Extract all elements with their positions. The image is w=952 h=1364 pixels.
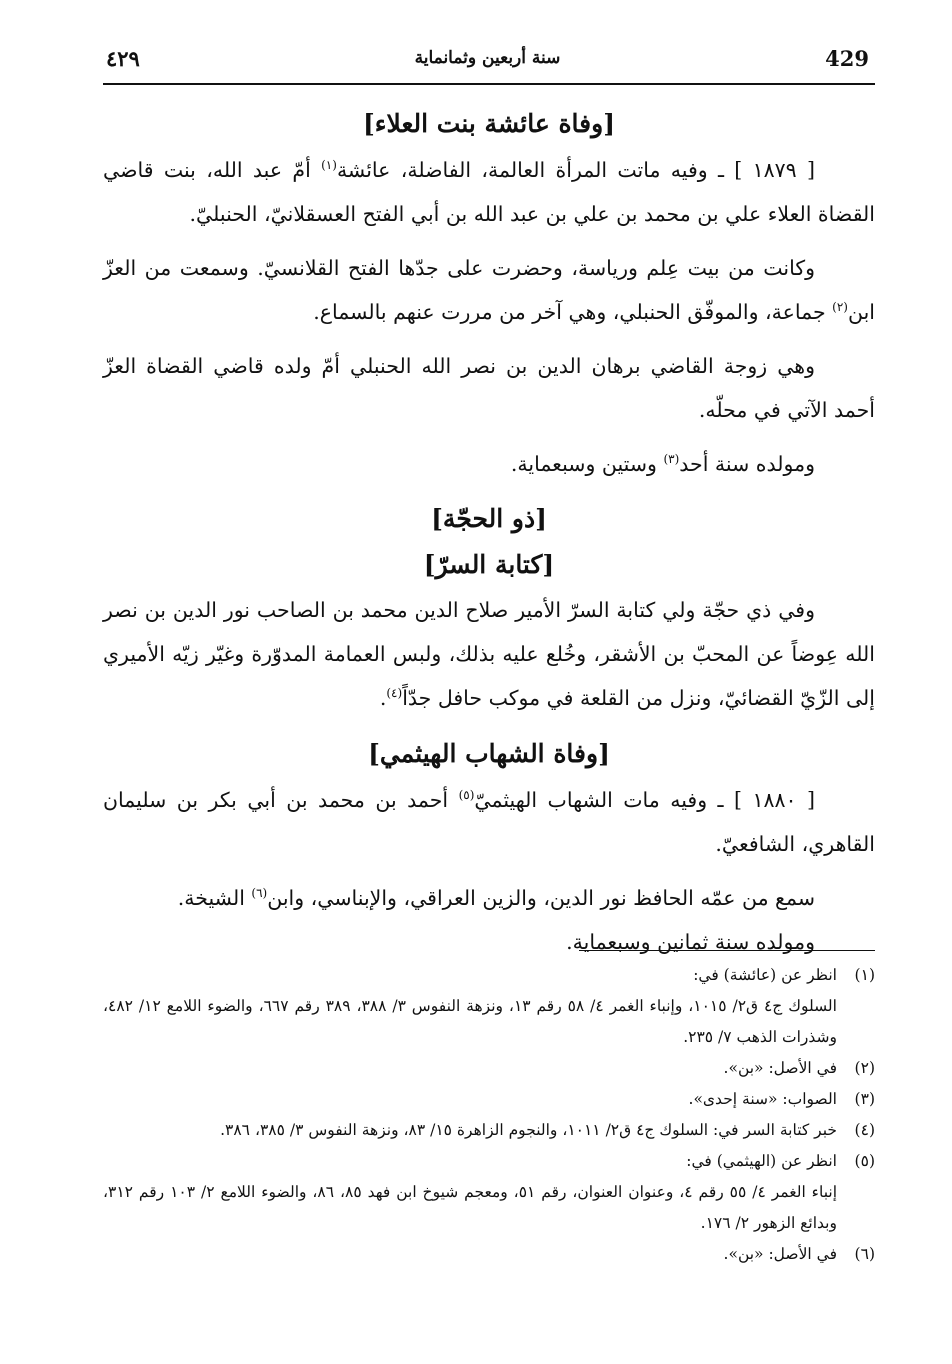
footnote-text [103, 1115, 837, 1146]
aisha-p4-text-b: وستين وسبعماية. [510, 452, 664, 476]
footnote-number: (٦) [854, 1245, 875, 1263]
footnote-5 [103, 1146, 875, 1239]
footnote-6-line-1: في الأصل: «بن». [723, 1245, 837, 1263]
entry-1879-paragraph [103, 148, 875, 236]
kitaba-text-a: وفي ذي حجّة ولي كتابة السرّ الأمير صلاح الدين محمد بن الصاحب نور الدين بن نصر الله عِوضاً عن المحبّ بن الأشقر، وخُلع عليه بذلك، ولبس العمامة المدوّرة وغيّر زيّه الأميري إلى الزّيّ القضائيّ، ونزل من القلعة في موكب حافل جدّاً [103, 598, 875, 710]
entry-1879-text-b: أمّ عبد الله، بنت قاضي القضاة العلاء علي بن محمد بن علي بن عبد الله بن أبي الفتح العسقلانيّ، الحنبليّ. [103, 158, 875, 226]
footnote-ref-2: (٢) [832, 300, 848, 315]
footnote-number: (١) [854, 966, 875, 984]
main-text [103, 100, 875, 974]
section-heading-kitabat-al-sirr: [كتابة السرّ] [423, 550, 555, 579]
section-heading-dhu-al-hijja: [ذو الحجّة] [431, 504, 547, 533]
footnote-ref-3: (٣) [663, 452, 680, 467]
footnote-number: (٢) [854, 1059, 875, 1077]
haythami-p2-text-a: سمع من عمّه الحافظ نور الدين، والزين العراقي، والإبناسي، وابن [267, 886, 815, 910]
footnote-number: (٣) [854, 1090, 875, 1108]
page-number-arabic: ٤٢٩ [106, 46, 140, 71]
section-heading-aisha: [وفاة عائشة بنت العلاء] [362, 109, 616, 138]
header-rule [103, 83, 875, 85]
entry-1880-text-a: [ ١٨٨٠ ] ـ وفيه مات الشهاب الهيثميّ [474, 788, 816, 812]
footnote-text [103, 1084, 837, 1115]
footnote-5-line-1: انظر عن (الهيثمي) في: [686, 1152, 837, 1170]
footnote-text [103, 1053, 837, 1084]
footnote-number: (٤) [854, 1121, 875, 1139]
haythami-paragraph-2 [103, 876, 875, 920]
footnote-4 [103, 1115, 875, 1146]
footnote-number: (٥) [854, 1152, 875, 1170]
footnote-text [103, 1146, 837, 1239]
footnote-4-line-1: خبر كتابة السر في: السلوك ج٤ ق٢/ ١٠١١، والنجوم الزاهرة ١٥/ ٨٣، ونزهة النفوس ٣/ ٣٨٥، ٣٨٦. [220, 1121, 837, 1139]
aisha-paragraph-3: وهي زوجة القاضي برهان الدين بن نصر الله الحنبلي أمّ ولده قاضي القضاة العزّ أحمد الآتي في محلّه. [103, 354, 875, 422]
kitaba-text-b: . [379, 686, 387, 710]
footnote-2 [103, 1053, 875, 1084]
footnote-1 [103, 960, 875, 1053]
footnote-ref-1: (١) [321, 158, 337, 173]
aisha-paragraph-4 [103, 442, 875, 486]
footnote-1-line-2: السلوك ج٤ ق٢/ ١٠١٥، وإنباء الغمر ٤/ ٥٨ رقم ١٣، ونزهة النفوس ٣/ ٣٨٨، ٣٨٩ رقم ٦٦٧، والضوء اللامع ١٢/ ٤٨٢، وشذرات الذهب ٧/ ٢٣٥. [103, 997, 837, 1046]
footnote-6 [103, 1239, 875, 1270]
footnote-rule [579, 950, 875, 951]
footnote-1-line-1: انظر عن (عائشة) في: [693, 966, 837, 984]
entry-1880-text-b: أحمد بن محمد بن أبي بكر بن سليمان القاهري، الشافعيّ. [103, 788, 875, 856]
haythami-p2-text-b: الشيخة. [177, 886, 252, 910]
entry-1879-text-a: [ ١٨٧٩ ] ـ وفيه ماتت المرأة العالمة، الفاضلة، عائشة [336, 158, 816, 182]
page-number-latin: 429 [825, 46, 869, 71]
footnote-5-line-2: إنباء الغمر ٤/ ٥٥ رقم ٤، وعنوان العنوان، رقم ٥١، ومعجم شيوخ ابن فهد ٨٥، ٨٦، والضوء اللامع ٢/ ١٠٣ رقم ٣١٢، وبدائع الزهور ٢/ ١٧٦. [103, 1183, 837, 1232]
footnote-text [103, 1239, 837, 1270]
page-header [100, 40, 875, 80]
aisha-p2-text-b: جماعة، والموفّق الحنبلي، وهي آخر من مررت عنهم بالسماع. [313, 300, 833, 324]
aisha-p4-text-a: ومولده سنة أحد [679, 452, 815, 476]
footnote-3-line-1: الصواب: «سنة إحدى». [688, 1090, 837, 1108]
aisha-paragraph-2 [103, 246, 875, 334]
footnote-ref-4: (٤) [386, 686, 403, 701]
running-title: سنة أربعين وثمانماية [414, 48, 561, 68]
footnote-ref-6: (٦) [251, 886, 268, 901]
haythami-paragraph-3: ومولده سنة ثمانين وسبعماية. [566, 930, 815, 954]
footnote-ref-5: (٥) [458, 788, 475, 803]
footnotes [103, 960, 875, 1270]
footnote-text [103, 960, 837, 1053]
aisha-p2-text-a: وكانت من بيت عِلم ورياسة، وحضرت على جدّها الفتح القلانسيّ. وسمعت من العزّ ابن [103, 256, 875, 324]
footnote-2-line-1: في الأصل: «بن». [723, 1059, 837, 1077]
kitaba-paragraph [103, 588, 875, 720]
entry-1880-paragraph [103, 778, 875, 866]
section-heading-haythami: [وفاة الشهاب الهيثمي] [368, 739, 610, 768]
footnote-3 [103, 1084, 875, 1115]
